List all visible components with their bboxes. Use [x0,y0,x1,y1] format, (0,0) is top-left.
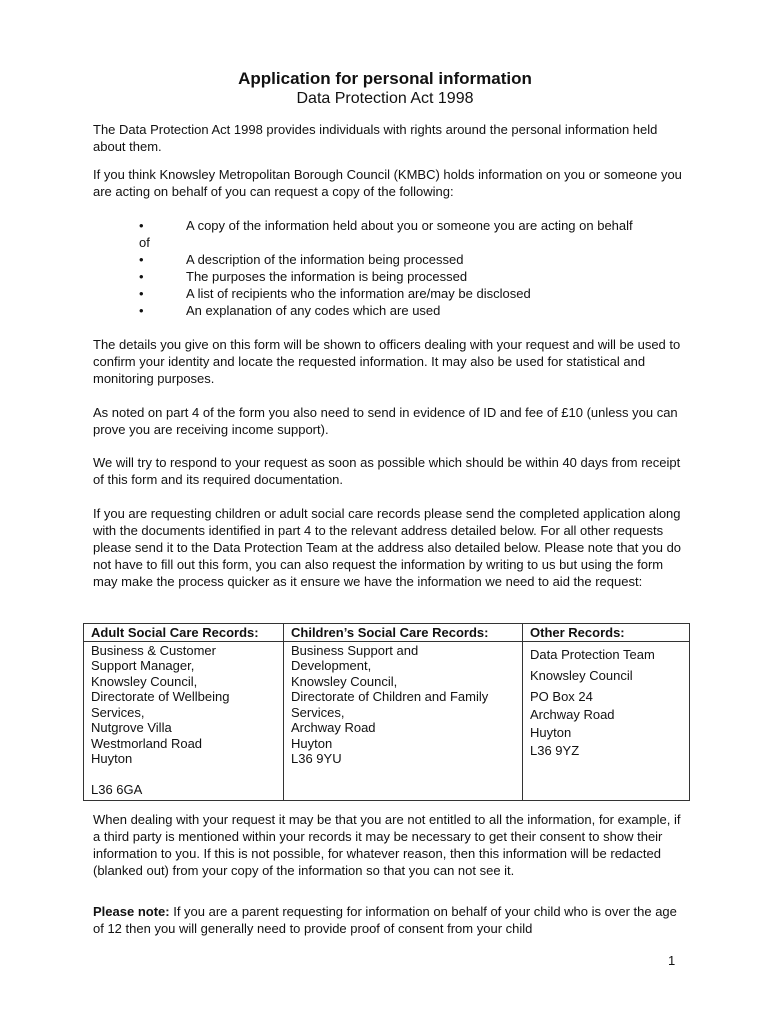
please-note-text: If you are a parent requesting for information on behalf of your child who is over the age of 12 then you will generally need to provide proof of consent from your child [93,904,677,936]
list-item [93,302,683,319]
address-line: Support Manager, [91,658,195,673]
list-item [93,268,683,285]
header-other-records: Other Records: [523,624,690,642]
intro-paragraph-1: The Data Protection Act 1998 provides individuals with rights around the personal information held about them. [93,122,658,154]
header-childrens-social-care: Children’s Social Care Records: [284,624,523,642]
list-item-text: The purposes the information is being processed [186,269,468,284]
list-item-text: An explanation of any codes which are used [186,303,441,318]
list-item-continuation: of [139,235,150,250]
table-row [84,641,690,800]
bullet-icon: • [139,252,144,267]
list-item [93,251,683,268]
address-line: Archway Road [291,720,376,735]
address-line: Knowsley Council, [291,673,398,689]
address-line: Business Support and [291,642,419,658]
intro-paragraph-2: If you think Knowsley Metropolitan Borough Council (KMBC) holds information on you or someone you are acting on behalf of you can request a copy of the following: [93,167,682,199]
adult-social-care-address [84,641,284,800]
address-line: Directorate of Children and Family [291,689,489,704]
address-line: Knowsley Council, [91,673,198,689]
address-postcode: L36 9YU [291,751,342,766]
address-line: Business & Customer [91,642,216,658]
header-adult-social-care: Adult Social Care Records: [84,624,284,642]
page-number: 1 [668,953,676,968]
bullet-icon: • [139,303,144,318]
address-postcode: L36 9YZ [530,742,580,758]
please-note-paragraph [93,903,683,937]
address-spacer [91,767,276,783]
address-line: Westmorland Road [91,735,203,751]
document-subtitle: Data Protection Act 1998 [296,90,474,107]
address-line: Services, [291,704,345,720]
list-item-text: A description of the information being processed [186,252,464,267]
address-line: Knowsley Council [530,667,633,683]
childrens-social-care-address [284,641,523,800]
list-item-text: A list of recipients who the information are/may be disclosed [186,286,531,301]
document-title: Application for personal information [238,69,532,88]
other-records-address [523,641,690,800]
list-item-text: A copy of the information held about you or someone you are acting on behalf [186,218,633,233]
requestable-items-list [93,217,683,319]
bullet-icon: • [139,286,144,301]
address-line: Archway Road [530,706,615,722]
address-line: Huyton [530,724,572,740]
address-line: Huyton [291,735,333,751]
address-line: Data Protection Team [530,646,655,662]
address-line: Development, [291,658,372,673]
address-line: Directorate of Wellbeing [91,689,230,704]
table-header-row [84,624,690,642]
list-item [93,285,683,302]
bullet-icon: • [139,269,144,284]
address-postcode: L36 6GA [91,782,143,797]
bullet-icon: • [139,218,144,233]
redaction-paragraph: When dealing with your request it may be that you are not entitled to all the information, for example, if a third party is mentioned within your records it may be necessary to get their consent to show their information to you. If this is not possible, for whatever reason, then this information will be redacted (blanked out) from your copy of the information so that you can not see it. [93,812,681,878]
address-line: Nutgrove Villa [91,720,172,735]
address-line: Huyton [91,751,133,766]
social-care-paragraph: If you are requesting children or adult social care records please send the completed application along with the documents identified in part 4 to the relevant address detailed below. For all other requests please send it to the Data Protection Team at the address also detailed below. Please note that you do not have to fill out this form, you can also request the information by writing to us but using the form may make the process quicker as it ensure we have the information we need to aid the request: [93,506,682,589]
address-line: Services, [91,704,145,720]
response-time-paragraph: We will try to respond to your request as soon as possible which should be within 40 days from receipt of this form and its required documentation. [93,455,681,487]
address-table [83,623,690,801]
address-line: PO Box 24 [530,688,593,704]
details-paragraph: The details you give on this form will be shown to officers dealing with your request and will be used to confirm your identity and locate the requested information. It may also be used for statistical and monitoring purposes. [93,337,681,386]
fee-paragraph: As noted on part 4 of the form you also need to send in evidence of ID and fee of £10 (unless you can prove you are receiving income support). [93,405,678,437]
list-item [93,217,683,251]
please-note-label: Please note: [93,904,170,919]
